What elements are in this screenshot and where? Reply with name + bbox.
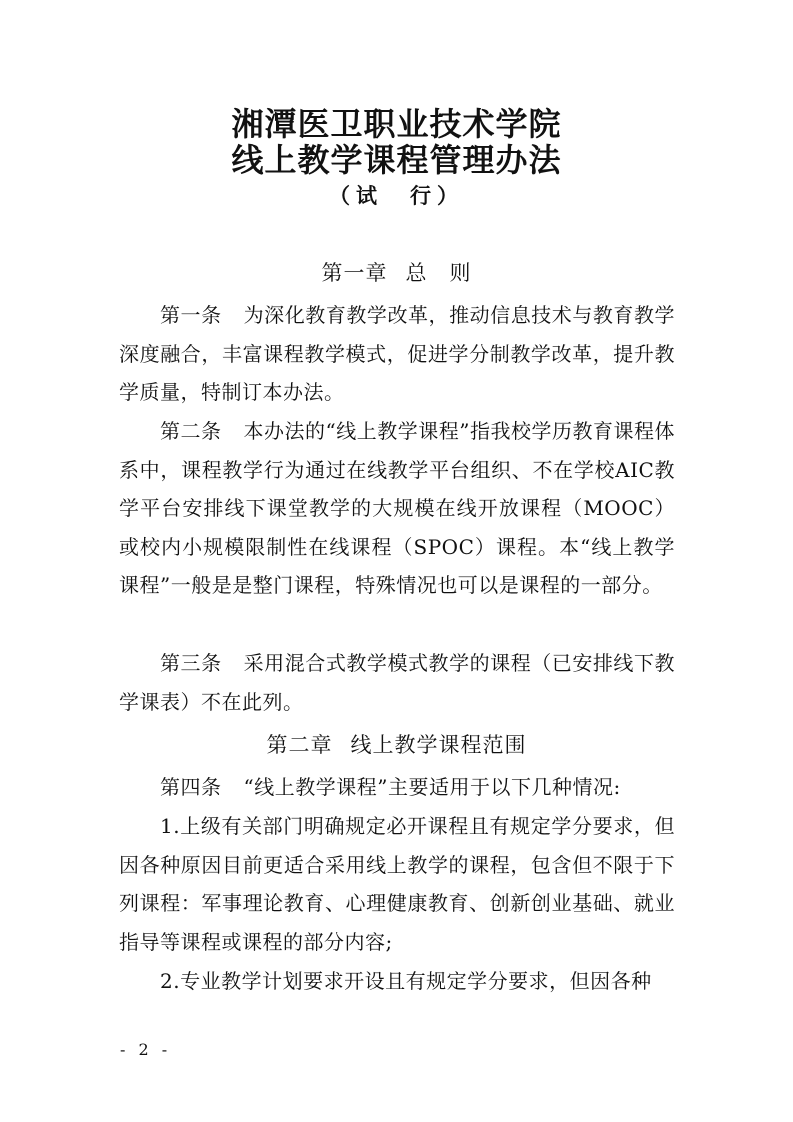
article-text: “线上教学课程”主要适用于以下几种情况: (243, 775, 621, 799)
chapter-title: 线上教学课程范围 (350, 733, 527, 757)
article-3 (119, 644, 675, 721)
list-item-text: 2.专业教学计划要求开设且有规定学分要求，但因各种 (160, 969, 652, 993)
list-item-text: 1.上级有关部门明确规定必开课程且有规定学分要求，但因各种原因目前更适合采用线上教学的课程，包含但不限于下列课程：军事理论教育、心理健康教育、创新创业基础、就业指导等课程或课程的部分内容; (119, 814, 675, 954)
article-label: 第四条 (160, 775, 222, 799)
article-text: 为深化教育教学改革，推动信息技术与教育教学深度融合，丰富课程教学模式，促进学分制教学改革，提升教学质量，特制订本办法。 (119, 303, 676, 405)
article-label: 第一条 (160, 303, 222, 327)
article-text: 本办法的“线上教学课程”指我校学历教育课程体系中，课程教学行为通过在线教学平台组织、不在学校AIC教学平台安排线下课堂教学的大规模在线开放课程（MOOC）或校内小规模限制性在线课程（SPOC）课程。本“线上教学课程”一般是是整门课程，特殊情况也可以是课程的一部分。 (119, 419, 676, 598)
document-title-regulation: 线上教学课程管理办法 (231, 141, 562, 179)
article-label: 第三条 (160, 651, 222, 675)
chapter-heading-2 (0, 730, 793, 760)
article-4 (119, 768, 675, 807)
page-number: - 2 - (120, 1040, 172, 1059)
chapter-title: 总 则 (405, 261, 472, 285)
list-item-1 (119, 807, 675, 961)
document-subtitle-trial: （试 行） (329, 183, 464, 208)
article-2 (119, 412, 675, 605)
chapter-number: 第一章 (321, 261, 388, 285)
chapter-heading-1 (0, 258, 793, 288)
article-1 (119, 296, 675, 412)
article-text: 采用混合式教学模式教学的课程（已安排线下教学课表）不在此列。 (119, 651, 676, 714)
document-title-institution: 湘潭医卫职业技术学院 (231, 105, 562, 143)
list-item-2 (119, 962, 675, 1001)
article-label: 第二条 (160, 419, 222, 443)
chapter-number: 第二章 (266, 733, 333, 757)
